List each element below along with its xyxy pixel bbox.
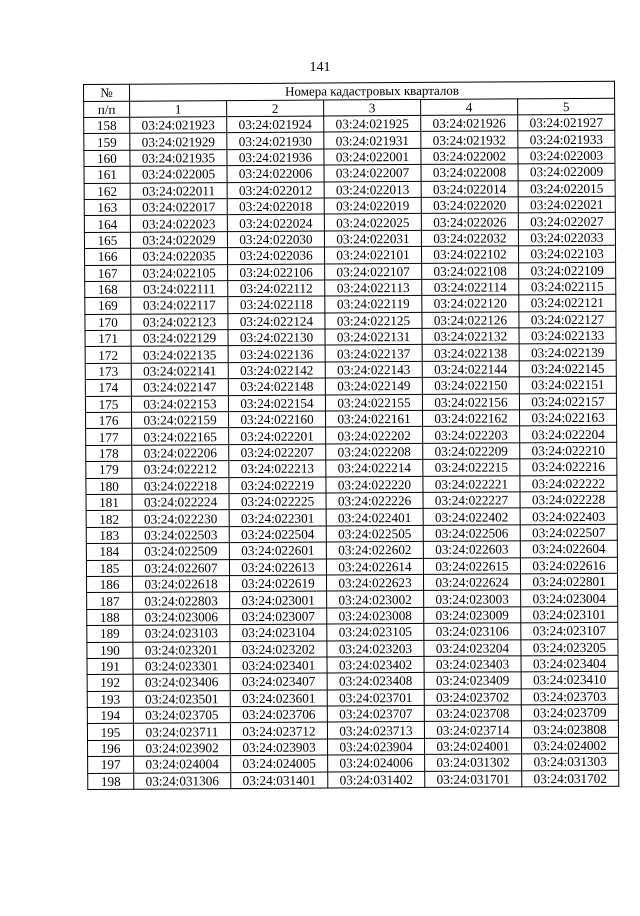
row-number-cell: 187 <box>87 593 133 610</box>
quarter-number-cell: 03:24:022163 <box>519 409 616 426</box>
quarter-number-cell: 03:24:022801 <box>521 573 618 590</box>
quarter-number-cell: 03:24:023007 <box>230 608 327 625</box>
quarter-number-cell: 03:24:023101 <box>521 606 618 623</box>
quarter-number-cell: 03:24:022503 <box>132 526 229 543</box>
quarter-number-cell: 03:24:023408 <box>327 673 424 690</box>
quarter-number-cell: 03:24:022222 <box>520 475 617 492</box>
quarter-number-cell: 03:24:022001 <box>324 148 421 165</box>
quarter-number-cell: 03:24:022025 <box>324 214 421 231</box>
quarter-number-cell: 03:24:022032 <box>421 230 518 247</box>
quarter-number-cell: 03:24:022202 <box>326 427 423 444</box>
quarter-number-cell: 03:24:022159 <box>132 412 229 429</box>
page-number: 141 <box>309 60 331 75</box>
quarter-number-cell: 03:24:022225 <box>229 493 326 510</box>
quarter-number-cell: 03:24:022144 <box>422 361 519 378</box>
quarter-number-cell: 03:24:023008 <box>327 607 424 624</box>
quarter-number-cell: 03:24:022301 <box>229 509 326 526</box>
quarter-number-cell: 03:24:023201 <box>133 641 230 658</box>
quarter-number-cell: 03:24:023601 <box>230 690 327 707</box>
row-number-cell: 198 <box>88 773 134 790</box>
row-number-cell: 160 <box>84 150 130 167</box>
header-num-sub-label: п/п <box>84 101 130 118</box>
row-number-cell: 188 <box>87 609 133 626</box>
quarter-number-cell: 03:24:022036 <box>228 247 325 264</box>
quarter-number-cell: 03:24:023107 <box>521 622 618 639</box>
row-number-cell: 190 <box>87 642 133 659</box>
quarter-number-cell: 03:24:022111 <box>131 281 228 298</box>
quarter-number-cell: 03:24:023404 <box>521 655 618 672</box>
quarter-number-cell: 03:24:023205 <box>521 639 618 656</box>
quarter-number-cell: 03:24:024004 <box>134 756 231 773</box>
quarter-number-cell: 03:24:022143 <box>325 361 422 378</box>
row-number-cell: 185 <box>86 560 132 577</box>
quarter-number-cell: 03:24:022115 <box>519 278 616 295</box>
quarter-number-cell: 03:24:022161 <box>326 410 423 427</box>
quarter-number-cell: 03:24:022138 <box>422 344 519 361</box>
quarter-number-cell: 03:24:023904 <box>328 738 425 755</box>
quarter-number-cell: 03:24:022139 <box>519 344 616 361</box>
quarter-number-cell: 03:24:022165 <box>132 428 229 445</box>
quarter-number-cell: 03:24:022401 <box>326 509 423 526</box>
row-number-cell: 161 <box>84 166 130 183</box>
quarter-number-cell: 03:24:022106 <box>228 264 325 281</box>
row-number-cell: 165 <box>84 232 130 249</box>
quarter-number-cell: 03:24:022120 <box>422 295 519 312</box>
quarter-number-cell: 03:24:022014 <box>421 180 518 197</box>
quarter-number-cell: 03:24:022131 <box>325 329 422 346</box>
quarter-number-cell: 03:24:023401 <box>230 657 327 674</box>
quarter-number-cell: 03:24:031306 <box>134 772 231 789</box>
quarter-number-cell: 03:24:023104 <box>230 624 327 641</box>
header-group-label: Номера кадастровых кварталов <box>130 81 615 100</box>
quarter-number-cell: 03:24:022030 <box>227 231 324 248</box>
row-number-cell: 172 <box>85 347 131 364</box>
quarter-number-cell: 03:24:022216 <box>520 458 617 475</box>
quarter-number-cell: 03:24:023409 <box>424 672 521 689</box>
quarter-number-cell: 03:24:023001 <box>230 591 327 608</box>
quarter-number-cell: 03:24:022219 <box>229 477 326 494</box>
quarter-number-cell: 03:24:021927 <box>518 114 615 131</box>
quarter-number-cell: 03:24:022114 <box>422 279 519 296</box>
row-number-cell: 196 <box>88 740 134 757</box>
quarter-number-cell: 03:24:023410 <box>521 672 618 689</box>
quarter-number-cell: 03:24:022101 <box>325 247 422 264</box>
quarter-number-cell: 03:24:023106 <box>424 623 521 640</box>
quarter-number-cell: 03:24:022204 <box>520 426 617 443</box>
quarter-number-cell: 03:24:022220 <box>326 476 423 493</box>
quarter-number-cell: 03:24:022011 <box>130 182 227 199</box>
quarter-number-cell: 03:24:022212 <box>132 461 229 478</box>
quarter-number-cell: 03:24:023903 <box>231 739 328 756</box>
quarter-number-cell: 03:24:031702 <box>522 770 619 787</box>
quarter-number-cell: 03:24:022136 <box>228 345 325 362</box>
quarter-number-cell: 03:24:022142 <box>228 362 325 379</box>
quarter-number-cell: 03:24:022215 <box>423 459 520 476</box>
quarter-number-cell: 03:24:022156 <box>422 393 519 410</box>
quarter-number-cell: 03:24:022017 <box>130 199 227 216</box>
quarter-number-cell: 03:24:021931 <box>324 132 421 149</box>
quarter-number-cell: 03:24:022208 <box>326 443 423 460</box>
quarter-number-cell: 03:24:022201 <box>229 427 326 444</box>
quarter-number-cell: 03:24:022033 <box>518 229 615 246</box>
quarter-number-cell: 03:24:021930 <box>227 132 324 149</box>
quarter-number-cell: 03:24:023708 <box>424 705 521 722</box>
cadastral-quarters-table <box>83 81 619 790</box>
quarter-number-cell: 03:24:022024 <box>227 214 324 231</box>
quarter-number-cell: 03:24:023402 <box>327 656 424 673</box>
row-number-cell: 189 <box>87 625 133 642</box>
quarter-number-cell: 03:24:022209 <box>423 443 520 460</box>
quarter-number-cell: 03:24:022026 <box>421 213 518 230</box>
header-column-5: 5 <box>518 98 615 115</box>
quarter-number-cell: 03:24:022147 <box>131 379 228 396</box>
quarter-number-cell: 03:24:022151 <box>519 376 616 393</box>
quarter-number-cell: 03:24:023103 <box>133 625 230 642</box>
quarter-number-cell: 03:24:022023 <box>130 215 227 232</box>
quarter-number-cell: 03:24:023006 <box>133 608 230 625</box>
quarter-number-cell: 03:24:023203 <box>327 640 424 657</box>
quarter-number-cell: 03:24:022149 <box>325 378 422 395</box>
quarter-number-cell: 03:24:021929 <box>130 133 227 150</box>
quarter-number-cell: 03:24:023501 <box>133 690 230 707</box>
quarter-number-cell: 03:24:022105 <box>131 264 228 281</box>
row-number-cell: 176 <box>86 412 132 429</box>
quarter-number-cell: 03:24:031701 <box>425 770 522 787</box>
table-header <box>84 81 615 117</box>
quarter-number-cell: 03:24:022119 <box>325 296 422 313</box>
quarter-number-cell: 03:24:022623 <box>327 574 424 591</box>
row-number-cell: 159 <box>84 134 130 151</box>
quarter-number-cell: 03:24:022613 <box>229 559 326 576</box>
quarter-number-cell: 03:24:021924 <box>227 116 324 133</box>
quarter-number-cell: 03:24:023712 <box>230 722 327 739</box>
quarter-number-cell: 03:24:022132 <box>422 328 519 345</box>
quarter-number-cell: 03:24:021923 <box>130 117 227 134</box>
quarter-number-cell: 03:24:022107 <box>325 263 422 280</box>
quarter-number-cell: 03:24:022227 <box>423 492 520 509</box>
quarter-number-cell: 03:24:022102 <box>421 246 518 263</box>
row-number-cell: 169 <box>85 298 131 315</box>
row-number-cell: 197 <box>88 756 134 773</box>
quarter-number-cell: 03:24:022505 <box>326 525 423 542</box>
quarter-number-cell: 03:24:022126 <box>422 312 519 329</box>
quarter-number-cell: 03:24:022133 <box>519 327 616 344</box>
quarter-number-cell: 03:24:021925 <box>324 115 421 132</box>
quarter-number-cell: 03:24:022145 <box>519 360 616 377</box>
row-number-cell: 181 <box>86 494 132 511</box>
quarter-number-cell: 03:24:022619 <box>230 575 327 592</box>
quarter-number-cell: 03:24:023004 <box>521 590 618 607</box>
quarter-number-cell: 03:24:022507 <box>520 524 617 541</box>
row-number-cell: 170 <box>85 314 131 331</box>
quarter-number-cell: 03:24:022027 <box>518 213 615 230</box>
quarter-number-cell: 03:24:022230 <box>132 510 229 527</box>
row-number-cell: 193 <box>87 691 133 708</box>
quarter-number-cell: 03:24:023202 <box>230 641 327 658</box>
quarter-number-cell: 03:24:022153 <box>131 395 228 412</box>
row-number-cell: 194 <box>87 707 133 724</box>
quarter-number-cell: 03:24:022109 <box>519 262 616 279</box>
quarter-number-cell: 03:24:022121 <box>519 295 616 312</box>
quarter-number-cell: 03:24:024001 <box>425 738 522 755</box>
table-body <box>84 114 619 789</box>
quarter-number-cell: 03:24:022117 <box>131 297 228 314</box>
quarter-number-cell: 03:24:022035 <box>131 248 228 265</box>
header-num-label: № <box>84 84 130 101</box>
quarter-number-cell: 03:24:022618 <box>133 576 230 593</box>
quarter-number-cell: 03:24:031303 <box>522 753 619 770</box>
quarter-number-cell: 03:24:031402 <box>328 771 425 788</box>
row-number-cell: 192 <box>87 674 133 691</box>
quarter-number-cell: 03:24:022162 <box>423 410 520 427</box>
quarter-number-cell: 03:24:022029 <box>130 231 227 248</box>
quarter-number-cell: 03:24:022006 <box>227 165 324 182</box>
quarter-number-cell: 03:24:022137 <box>325 345 422 362</box>
quarter-number-cell: 03:24:021932 <box>421 131 518 148</box>
quarter-number-cell: 03:24:022504 <box>229 526 326 543</box>
quarter-number-cell: 03:24:022228 <box>520 491 617 508</box>
quarter-number-cell: 03:24:022157 <box>519 393 616 410</box>
quarter-number-cell: 03:24:022003 <box>518 147 615 164</box>
row-number-cell: 179 <box>86 461 132 478</box>
quarter-number-cell: 03:24:031401 <box>231 772 328 789</box>
row-number-cell: 191 <box>87 658 133 675</box>
quarter-number-cell: 03:24:022148 <box>228 378 325 395</box>
quarter-number-cell: 03:24:022150 <box>422 377 519 394</box>
row-number-cell: 184 <box>86 543 132 560</box>
quarter-number-cell: 03:24:024002 <box>522 737 619 754</box>
quarter-number-cell: 03:24:022160 <box>229 411 326 428</box>
row-number-cell: 177 <box>86 429 132 446</box>
quarter-number-cell: 03:24:022402 <box>423 508 520 525</box>
quarter-number-cell: 03:24:021933 <box>518 131 615 148</box>
row-number-cell: 163 <box>84 199 130 216</box>
quarter-number-cell: 03:24:023403 <box>424 656 521 673</box>
quarter-number-cell: 03:24:022616 <box>520 557 617 574</box>
row-number-cell: 171 <box>85 330 131 347</box>
quarter-number-cell: 03:24:022624 <box>424 574 521 591</box>
row-number-cell: 174 <box>85 379 131 396</box>
quarter-number-cell: 03:24:022614 <box>326 558 423 575</box>
quarter-number-cell: 03:24:022009 <box>518 163 615 180</box>
quarter-number-cell: 03:24:023003 <box>424 590 521 607</box>
quarter-number-cell: 03:24:022125 <box>325 312 422 329</box>
row-number-cell: 195 <box>87 724 133 741</box>
header-column-3: 3 <box>324 99 421 116</box>
quarter-number-cell: 03:24:022403 <box>520 508 617 525</box>
row-number-cell: 162 <box>84 183 130 200</box>
quarter-number-cell: 03:24:023204 <box>424 639 521 656</box>
row-number-cell: 158 <box>84 117 130 134</box>
quarter-number-cell: 03:24:023701 <box>327 689 424 706</box>
row-number-cell: 180 <box>86 478 132 495</box>
quarter-number-cell: 03:24:022221 <box>423 475 520 492</box>
header-column-1: 1 <box>130 100 227 117</box>
quarter-number-cell: 03:24:022123 <box>131 313 228 330</box>
row-number-cell: 173 <box>85 363 131 380</box>
row-number-cell: 164 <box>84 216 130 233</box>
quarter-number-cell: 03:24:022021 <box>518 196 615 213</box>
table-row <box>88 770 619 790</box>
quarter-number-cell: 03:24:022124 <box>228 313 325 330</box>
quarter-number-cell: 03:24:023407 <box>230 673 327 690</box>
quarter-number-cell: 03:24:023105 <box>327 624 424 641</box>
quarter-number-cell: 03:24:022601 <box>229 542 326 559</box>
quarter-number-cell: 03:24:022005 <box>130 166 227 183</box>
quarter-number-cell: 03:24:023711 <box>133 723 230 740</box>
row-number-cell: 166 <box>85 248 131 265</box>
quarter-number-cell: 03:24:023406 <box>133 674 230 691</box>
quarter-number-cell: 03:24:022607 <box>132 559 229 576</box>
quarter-number-cell: 03:24:022210 <box>520 442 617 459</box>
quarter-number-cell: 03:24:022206 <box>132 444 229 461</box>
quarter-number-cell: 03:24:023702 <box>424 689 521 706</box>
quarter-number-cell: 03:24:022118 <box>228 296 325 313</box>
quarter-number-cell: 03:24:022602 <box>326 542 423 559</box>
quarter-number-cell: 03:24:023009 <box>424 607 521 624</box>
quarter-number-cell: 03:24:022615 <box>423 557 520 574</box>
quarter-number-cell: 03:24:022012 <box>227 182 324 199</box>
row-number-cell: 178 <box>86 445 132 462</box>
header-column-2: 2 <box>227 100 324 117</box>
quarter-number-cell: 03:24:021926 <box>421 115 518 132</box>
quarter-number-cell: 03:24:023713 <box>327 722 424 739</box>
quarter-number-cell: 03:24:023709 <box>521 704 618 721</box>
header-column-4: 4 <box>421 98 518 115</box>
row-number-cell: 168 <box>85 281 131 298</box>
quarter-number-cell: 03:24:022015 <box>518 180 615 197</box>
quarter-number-cell: 03:24:022218 <box>132 477 229 494</box>
quarter-number-cell: 03:24:022604 <box>520 540 617 557</box>
quarter-number-cell: 03:24:022155 <box>325 394 422 411</box>
row-number-cell: 183 <box>86 527 132 544</box>
quarter-number-cell: 03:24:021935 <box>130 149 227 166</box>
quarter-number-cell: 03:24:023808 <box>521 721 618 738</box>
quarter-number-cell: 03:24:023705 <box>133 707 230 724</box>
quarter-number-cell: 03:24:022224 <box>132 494 229 511</box>
quarter-number-cell: 03:24:022129 <box>131 330 228 347</box>
quarter-number-cell: 03:24:022019 <box>324 197 421 214</box>
quarter-number-cell: 03:24:022031 <box>324 230 421 247</box>
quarter-number-cell: 03:24:022135 <box>131 346 228 363</box>
row-number-cell: 175 <box>85 396 131 413</box>
quarter-number-cell: 03:24:022108 <box>422 262 519 279</box>
quarter-number-cell: 03:24:022113 <box>325 279 422 296</box>
quarter-number-cell: 03:24:022130 <box>228 329 325 346</box>
row-number-cell: 182 <box>86 511 132 528</box>
quarter-number-cell: 03:24:023714 <box>424 721 521 738</box>
quarter-number-cell: 03:24:022112 <box>228 280 325 297</box>
quarter-number-cell: 03:24:022203 <box>423 426 520 443</box>
quarter-number-cell: 03:24:024005 <box>231 755 328 772</box>
quarter-number-cell: 03:24:023301 <box>133 658 230 675</box>
quarter-number-cell: 03:24:022154 <box>228 395 325 412</box>
quarter-number-cell: 03:24:022020 <box>421 197 518 214</box>
quarter-number-cell: 03:24:022141 <box>131 362 228 379</box>
quarter-number-cell: 03:24:022103 <box>518 245 615 262</box>
quarter-number-cell: 03:24:023703 <box>521 688 618 705</box>
quarter-number-cell: 03:24:022013 <box>324 181 421 198</box>
quarter-number-cell: 03:24:031302 <box>425 754 522 771</box>
quarter-number-cell: 03:24:022018 <box>227 198 324 215</box>
quarter-number-cell: 03:24:022506 <box>423 525 520 542</box>
quarter-number-cell: 03:24:022803 <box>133 592 230 609</box>
quarter-number-cell: 03:24:024006 <box>328 755 425 772</box>
quarter-number-cell: 03:24:022127 <box>519 311 616 328</box>
quarter-number-cell: 03:24:022226 <box>326 492 423 509</box>
quarter-number-cell: 03:24:023707 <box>327 705 424 722</box>
quarter-number-cell: 03:24:021936 <box>227 149 324 166</box>
quarter-number-cell: 03:24:022002 <box>421 148 518 165</box>
quarter-number-cell: 03:24:022603 <box>423 541 520 558</box>
quarter-number-cell: 03:24:022007 <box>324 165 421 182</box>
quarter-number-cell: 03:24:022207 <box>229 444 326 461</box>
quarter-number-cell: 03:24:022509 <box>132 543 229 560</box>
quarter-number-cell: 03:24:023706 <box>230 706 327 723</box>
row-number-cell: 186 <box>87 576 133 593</box>
quarter-number-cell: 03:24:023902 <box>134 739 231 756</box>
quarter-number-cell: 03:24:022008 <box>421 164 518 181</box>
quarter-number-cell: 03:24:022213 <box>229 460 326 477</box>
quarter-number-cell: 03:24:022214 <box>326 460 423 477</box>
row-number-cell: 167 <box>85 265 131 282</box>
quarter-number-cell: 03:24:023002 <box>327 591 424 608</box>
